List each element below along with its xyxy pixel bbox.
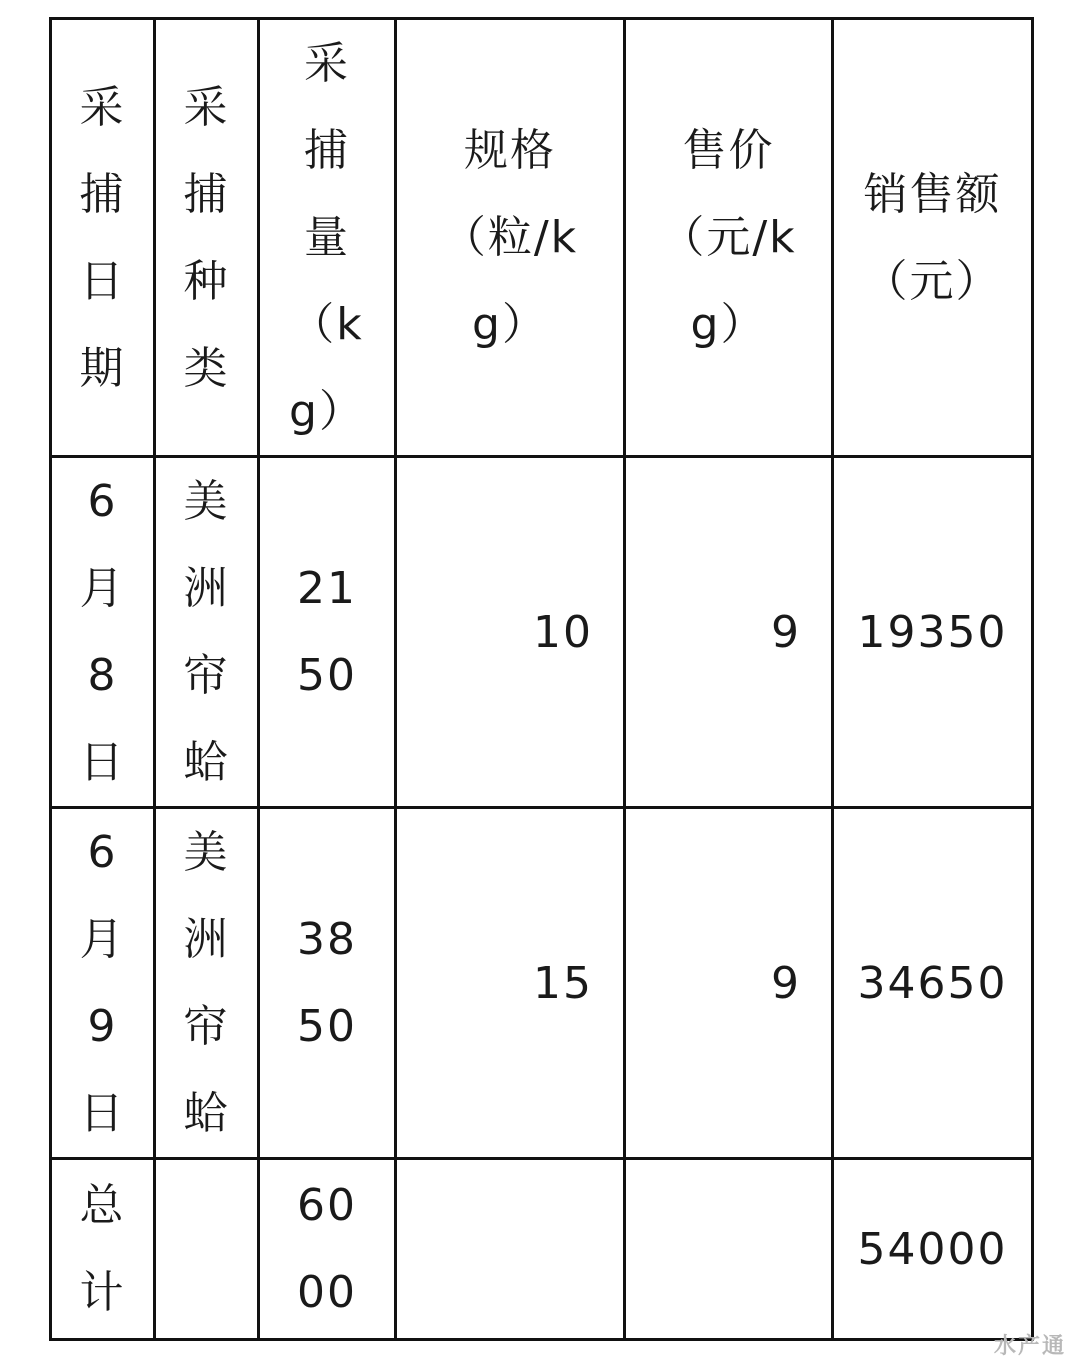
header-date-label: 采捕日期 (79, 81, 126, 394)
cell-sales (833, 808, 1033, 1159)
cell-total-label (51, 1159, 155, 1340)
sales-value: 34650 (857, 957, 1008, 1009)
cell-date (51, 457, 155, 808)
cell-total-quantity (259, 1159, 396, 1340)
cell-sales (833, 457, 1033, 808)
cell-spec (396, 808, 625, 1159)
header-price (625, 19, 833, 457)
table-row (51, 808, 1033, 1159)
sales-value: 19350 (857, 606, 1008, 658)
header-spec (396, 19, 625, 457)
header-sales (833, 19, 1033, 457)
harvest-sales-table (49, 17, 1034, 1341)
cell-price (625, 808, 833, 1159)
cell-total-sales (833, 1159, 1033, 1340)
cell-species (155, 808, 259, 1159)
header-spec-label: 规格（粒/kg） (441, 125, 579, 350)
spec-value: 10 (533, 606, 593, 658)
header-quantity (259, 19, 396, 457)
cell-spec (396, 457, 625, 808)
total-label: 总计 (79, 1180, 126, 1318)
total-quantity-value: 6000 (297, 1180, 357, 1318)
header-price-label: 售价（元/kg） (660, 125, 797, 350)
total-sales-value: 54000 (857, 1223, 1008, 1275)
date-value: 6月8日 (79, 476, 126, 788)
header-species-label: 采捕种类 (183, 81, 230, 394)
price-value: 9 (771, 957, 801, 1009)
cell-total-spec (396, 1159, 625, 1340)
watermark-logo: 水产通 (993, 1334, 1066, 1359)
cell-quantity (259, 457, 396, 808)
header-quantity-label: 采捕量（kg） (289, 38, 365, 437)
total-row (51, 1159, 1033, 1340)
cell-date (51, 808, 155, 1159)
cell-species (155, 457, 259, 808)
quantity-value: 3850 (297, 914, 357, 1052)
cell-total-price (625, 1159, 833, 1340)
species-value: 美洲帘蛤 (183, 476, 230, 788)
cell-quantity (259, 808, 396, 1159)
cell-total-species (155, 1159, 259, 1340)
species-value: 美洲帘蛤 (183, 827, 230, 1139)
header-species (155, 19, 259, 457)
header-sales-label: 销售额（元） (863, 168, 1002, 307)
price-value: 9 (771, 606, 801, 658)
header-date (51, 19, 155, 457)
date-value: 6月9日 (79, 827, 126, 1139)
quantity-value: 2150 (297, 563, 357, 701)
cell-price (625, 457, 833, 808)
header-row (51, 19, 1033, 457)
spec-value: 15 (533, 957, 593, 1009)
table-row (51, 457, 1033, 808)
